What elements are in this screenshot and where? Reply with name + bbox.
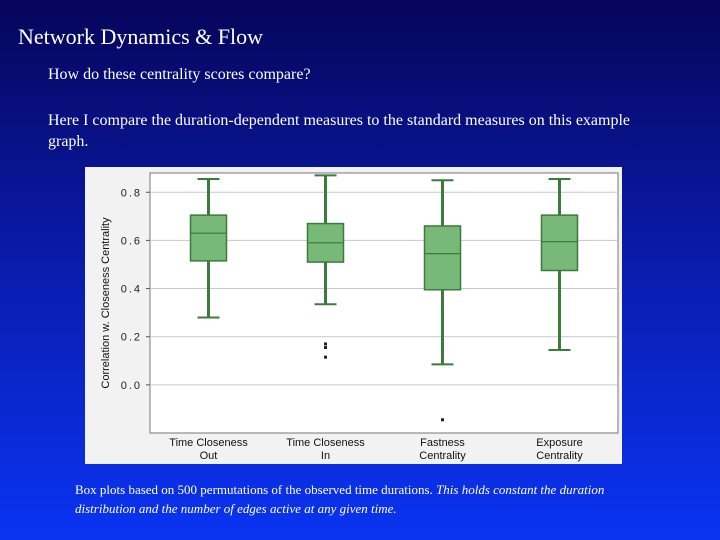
box-iqr [191,215,227,261]
y-tick-label: 0.8 [120,187,142,200]
bullet-question: How do these centrality scores compare? [48,66,311,83]
x-category-label: In [320,450,331,462]
x-category-label: Centrality [419,450,466,462]
outlier-point [324,342,327,345]
x-category-label: Exposure [536,437,583,449]
y-tick-label: 0.4 [120,283,142,296]
y-tick-label: 0.6 [120,235,142,248]
figure-caption [75,480,665,518]
y-tick-label: 0.2 [120,331,142,344]
outlier-point [441,418,444,421]
bullet-comparison: Here I compare the duration-dependent measures to the standard measures on this example graph. [48,112,631,150]
box-iqr [425,226,461,290]
box-plot-figure [85,167,622,464]
caption-italic: This holds constant the duration distribution and the number of edges active at any given time. [75,482,605,516]
y-axis-label: Correlation w. Closeness Centrality [100,217,112,389]
y-tick-label: 0.0 [120,379,142,392]
x-category-label: Out [199,450,218,462]
slide-title: Network Dynamics & Flow [18,24,264,49]
plot-area [150,173,618,433]
box-plot-chart [85,167,622,464]
outlier-point [324,346,327,349]
outlier-point [324,356,327,359]
x-category-label: Centrality [536,450,583,462]
caption-plain: Box plots based on 500 permutations of the observed time durations. [75,482,437,497]
x-category-label: Time Closeness [286,437,365,449]
x-category-label: Time Closeness [169,437,248,449]
x-category-label: Fastness [420,437,465,449]
box-iqr [542,215,578,270]
